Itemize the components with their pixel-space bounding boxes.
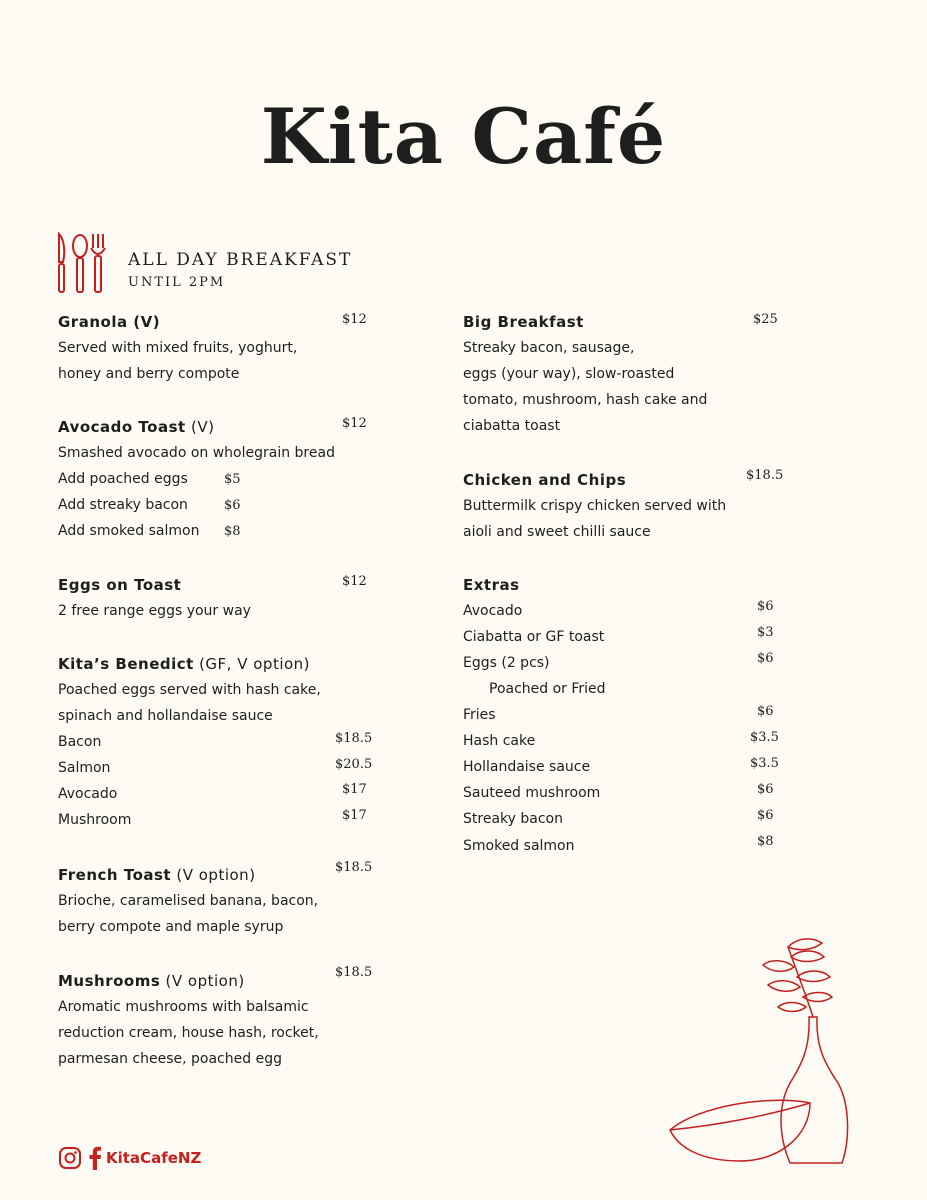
extra-price: $6 xyxy=(757,599,774,614)
option-label: Avocado xyxy=(58,786,118,802)
item-name: Eggs on Toast xyxy=(58,576,182,594)
item-desc: Buttermilk crispy chicken served with xyxy=(463,498,727,514)
item-desc: berry compote and maple syrup xyxy=(58,919,284,935)
item-price: $12 xyxy=(342,574,367,589)
menu-item-granola xyxy=(58,309,297,387)
extra-label: Poached or Fried xyxy=(489,681,606,697)
vase-illustration xyxy=(660,935,860,1175)
item-price: $18.5 xyxy=(335,860,373,875)
item-name: Granola (V) xyxy=(58,313,161,331)
option-price: $18.5 xyxy=(335,731,373,746)
item-price: $12 xyxy=(342,416,367,431)
page-title: Kita Café xyxy=(260,92,667,181)
item-name: Big Breakfast xyxy=(463,313,584,331)
extra-label: Streaky bacon xyxy=(463,811,563,827)
social-handle[interactable]: KitaCafeNZ xyxy=(106,1149,202,1167)
extra-label: Fries xyxy=(463,707,496,723)
option-price: $17 xyxy=(342,808,367,823)
extra-price: $3.5 xyxy=(750,756,779,771)
item-desc: eggs (your way), slow-roasted xyxy=(463,366,675,382)
menu-item-avocado-toast xyxy=(58,414,335,466)
item-desc: Poached eggs served with hash cake, xyxy=(58,682,321,698)
item-name: Kita’s Benedict (GF, V option) xyxy=(58,655,311,673)
addon-price: $6 xyxy=(224,498,241,513)
facebook-icon[interactable] xyxy=(88,1146,102,1170)
addon-label: Add smoked salmon xyxy=(58,523,200,539)
option-label: Mushroom xyxy=(58,812,132,828)
item-price: $18.5 xyxy=(746,468,784,483)
item-desc: honey and berry compote xyxy=(58,366,240,382)
menu-item-benedict xyxy=(58,651,321,729)
menu-item-eggs-on-toast xyxy=(58,572,251,624)
addon-price: $5 xyxy=(224,472,241,487)
item-price: $12 xyxy=(342,312,367,327)
addon-label: Add streaky bacon xyxy=(58,497,188,513)
item-desc: Smashed avocado on wholegrain bread xyxy=(58,445,335,461)
item-desc: 2 free range eggs your way xyxy=(58,603,251,619)
item-desc: Streaky bacon, sausage, xyxy=(463,340,635,356)
option-price: $20.5 xyxy=(335,757,373,772)
item-desc: tomato, mushroom, hash cake and xyxy=(463,392,708,408)
item-name: French Toast (V option) xyxy=(58,866,256,884)
menu-section-extras xyxy=(463,572,520,598)
item-name: Extras xyxy=(463,576,520,594)
extra-label: Hollandaise sauce xyxy=(463,759,591,775)
item-desc: reduction cream, house hash, rocket, xyxy=(58,1025,319,1041)
item-price: $25 xyxy=(753,312,778,327)
option-price: $17 xyxy=(342,782,367,797)
section-title: ALL DAY BREAKFAST xyxy=(128,250,353,270)
option-label: Salmon xyxy=(58,760,111,776)
extra-label: Ciabatta or GF toast xyxy=(463,629,605,645)
item-desc: Aromatic mushrooms with balsamic xyxy=(58,999,309,1015)
menu-item-big-breakfast xyxy=(463,309,707,439)
addon-price: $8 xyxy=(224,524,241,539)
item-price: $18.5 xyxy=(335,965,373,980)
extra-price: $6 xyxy=(757,808,774,823)
extra-price: $3 xyxy=(757,625,774,640)
extra-price: $3.5 xyxy=(750,730,779,745)
item-name: Avocado Toast (V) xyxy=(58,418,215,436)
item-desc: spinach and hollandaise sauce xyxy=(58,708,273,724)
section-subtitle: UNTIL 2PM xyxy=(128,275,226,290)
item-desc: Served with mixed fruits, yoghurt, xyxy=(58,340,298,356)
extra-price: $6 xyxy=(757,782,774,797)
extra-price: $6 xyxy=(757,704,774,719)
item-name: Chicken and Chips xyxy=(463,471,627,489)
instagram-icon[interactable] xyxy=(58,1146,82,1170)
extra-label: Hash cake xyxy=(463,733,536,749)
menu-item-chicken-and-chips xyxy=(463,467,726,545)
extra-label: Avocado xyxy=(463,603,523,619)
item-name: Mushrooms (V option) xyxy=(58,972,245,990)
addon-label: Add poached eggs xyxy=(58,471,188,487)
option-label: Bacon xyxy=(58,734,102,750)
item-desc: aioli and sweet chilli sauce xyxy=(463,524,651,540)
extra-label: Sauteed mushroom xyxy=(463,785,601,801)
menu-item-french-toast xyxy=(58,862,318,940)
item-desc: Brioche, caramelised banana, bacon, xyxy=(58,893,319,909)
menu-item-mushrooms xyxy=(58,968,319,1072)
extra-label: Smoked salmon xyxy=(463,838,575,854)
item-desc: ciabatta toast xyxy=(463,418,561,434)
social-footer xyxy=(58,1146,201,1170)
cutlery-icon xyxy=(55,232,113,294)
item-desc: parmesan cheese, poached egg xyxy=(58,1051,282,1067)
extra-price: $8 xyxy=(757,834,774,849)
extra-price: $6 xyxy=(757,651,774,666)
extra-label: Eggs (2 pcs) xyxy=(463,655,550,671)
